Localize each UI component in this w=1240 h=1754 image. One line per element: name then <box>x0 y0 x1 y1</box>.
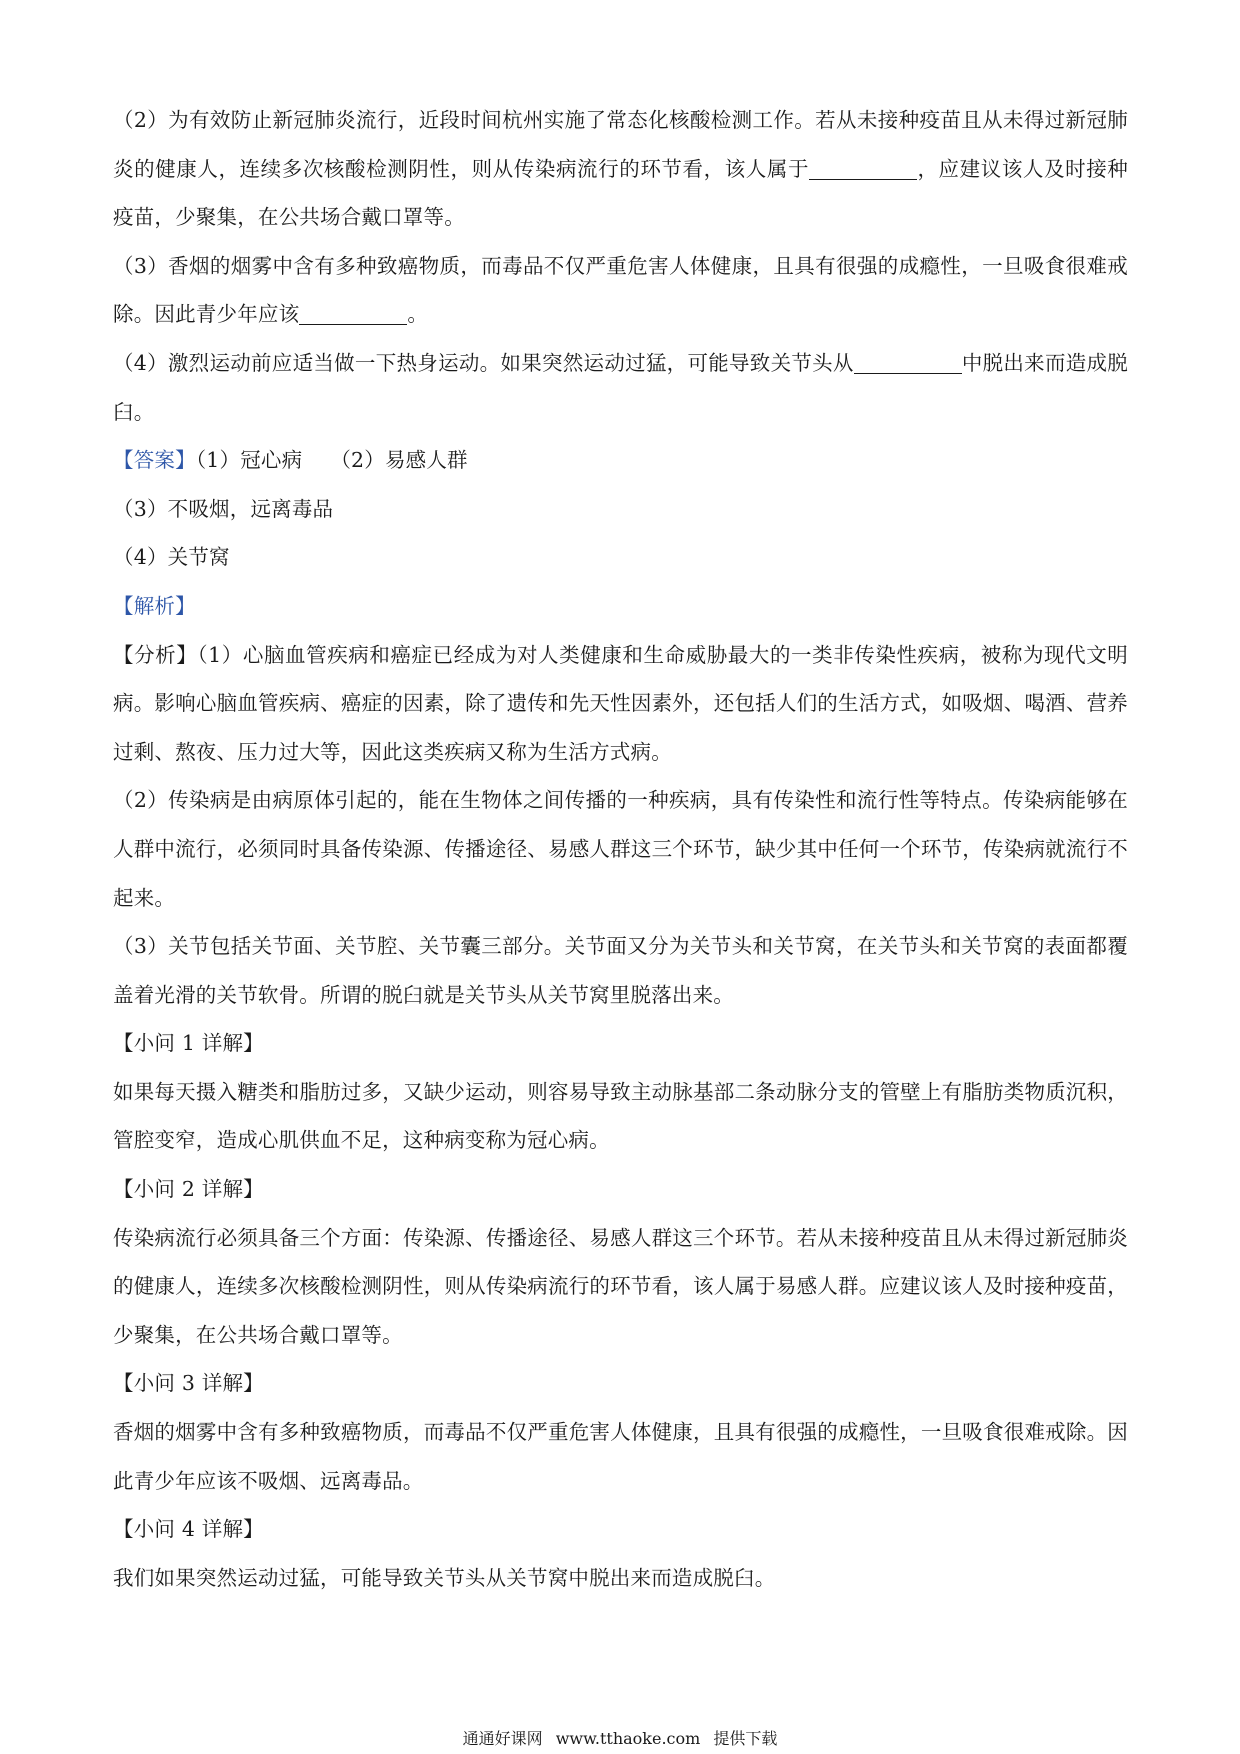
document-page <box>113 96 1128 1602</box>
answer-blank <box>809 159 917 180</box>
analysis-paragraph-3: （3）关节包括关节面、关节腔、关节囊三部分。关节面又分为关节头和关节窝，在关节头和关节窝的表面都覆盖着光滑的关节软骨。所谓的脱臼就是关节头从关节窝里脱落出来。 <box>113 934 1128 1007</box>
analysis-paragraph-2: （2）传染病是由病原体引起的，能在生物体之间传播的一种疾病，具有传染性和流行性等特点。传染病能够在人群中流行，必须同时具备传染源、传播途径、易感人群这三个环节，缺少其中任何一个环节，传染病就流行不起来。 <box>113 788 1128 910</box>
question-2: （2）为有效防止新冠肺炎流行，近段时间杭州实施了常态化核酸检测工作。若从未接种疫苗且从未得过新冠肺炎的健康人，连续多次核酸检测阴性，则从传染病流行的环节看，该人属于 ，应建议该人及时接种疫苗，少聚集，在公共场合戴口罩等。 <box>113 108 1128 230</box>
fenxi-label: 【分析】 <box>113 642 198 667</box>
answer-blank <box>299 304 407 325</box>
detail-3-text: 香烟的烟雾中含有多种致癌物质，而毒品不仅严重危害人体健康，且具有很强的成瘾性，一旦吸食很难戒除。因此青少年应该不吸烟、远离毒品。 <box>113 1420 1128 1493</box>
question-4: （4）激烈运动前应适当做一下热身运动。如果突然运动过猛，可能导致关节头从 中脱出来而造成脱臼。 <box>113 350 1128 424</box>
answer-line-4: （4）关节窝 <box>113 545 230 570</box>
detail-2-text: 传染病流行必须具备三个方面：传染源、传播途径、易感人群这三个环节。若从未接种疫苗且从未得过新冠肺炎的健康人，连续多次核酸检测阴性，则从传染病流行的环节看，该人属于易感人群。应建议该人及时接种疫苗，少聚集，在公共场合戴口罩等。 <box>113 1225 1128 1347</box>
analysis-label: 【解析】 <box>113 593 196 618</box>
page-footer <box>0 1728 1240 1750</box>
answer-label: 【答案】 <box>113 448 196 473</box>
detail-4-label: 【小问 4 详解】 <box>113 1517 264 1542</box>
question-3: （3）香烟的烟雾中含有多种致癌物质，而毒品不仅严重危害人体健康，且具有很强的成瘾性，一旦吸食很难戒除。因此青少年应该 。 <box>113 253 1128 327</box>
answer-line-3: （3）不吸烟，远离毒品 <box>113 496 334 521</box>
analysis-paragraph-1: 【分析】（1）心脑血管疾病和癌症已经成为对人类健康和生命威胁最大的一类非传染性疾病，被称为现代文明病。影响心脑血管疾病、癌症的因素，除了遗传和先天性因素外，还包括人们的生活方式，如吸烟、喝酒、营养过剩、熬夜、压力过大等，因此这类疾病又称为生活方式病。 <box>113 642 1128 764</box>
answer-line-1: 【答案】（1）冠心病 （2）易感人群 <box>113 448 468 473</box>
detail-3-label: 【小问 3 详解】 <box>113 1371 264 1396</box>
footer-url[interactable]: www.tthaoke.com <box>555 1729 701 1748</box>
footer-suffix: 提供下载 <box>713 1729 778 1748</box>
detail-2-label: 【小问 2 详解】 <box>113 1177 264 1202</box>
detail-4-text: 我们如果突然运动过猛，可能导致关节头从关节窝中脱出来而造成脱臼。 <box>113 1565 776 1590</box>
detail-1-label: 【小问 1 详解】 <box>113 1031 264 1056</box>
footer-site-name: 通通好课网 <box>462 1729 543 1748</box>
detail-1-text: 如果每天摄入糖类和脂肪过多，又缺少运动，则容易导致主动脉基部二条动脉分支的管壁上有脂肪类物质沉积，管腔变窄，造成心肌供血不足，这种病变称为冠心病。 <box>113 1079 1128 1153</box>
answer-blank <box>854 353 962 374</box>
